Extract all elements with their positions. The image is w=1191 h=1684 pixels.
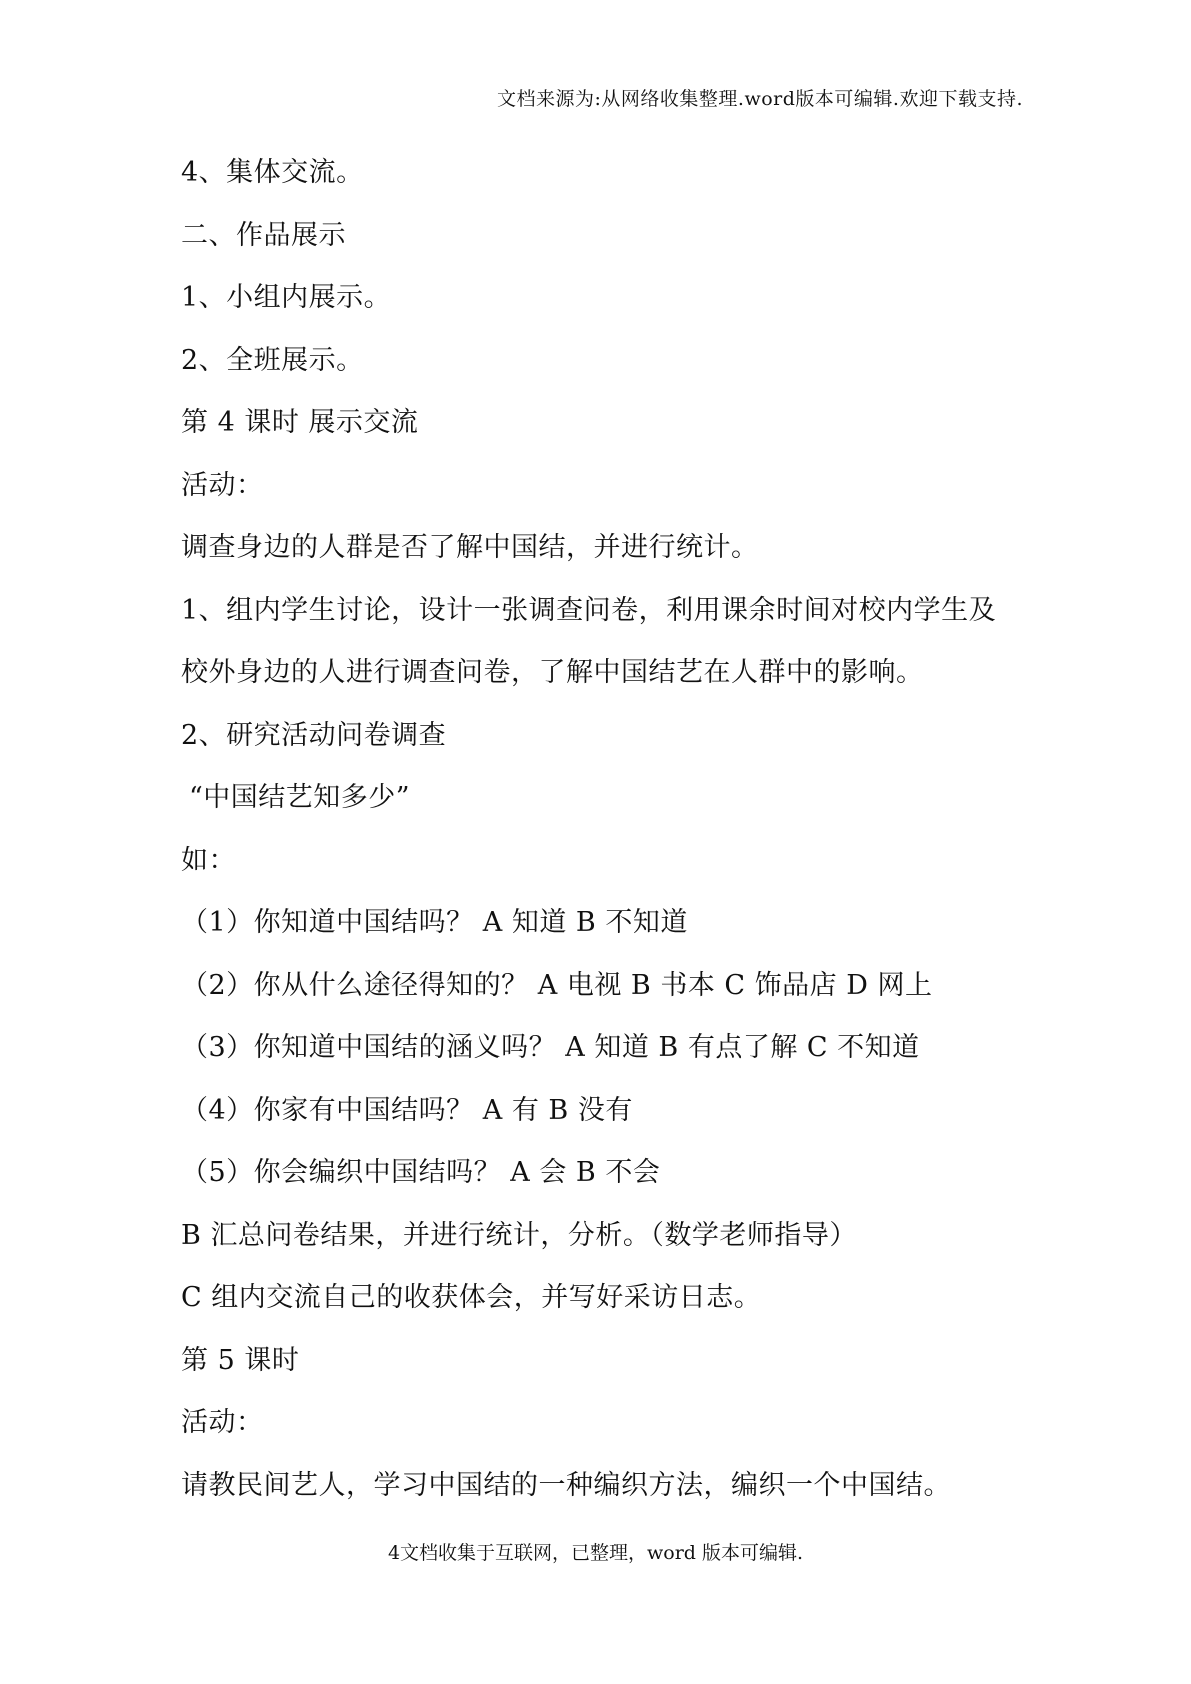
document-body <box>181 142 1041 1517</box>
section-heading: 二、作品展示 <box>181 219 346 251</box>
lesson-heading: 第 5 课时 <box>181 1344 300 1376</box>
text-line: 如： <box>181 844 236 876</box>
text-line: 请教民间艺人，学习中国结的一种编织方法，编织一个中国结。 <box>181 1469 951 1501</box>
survey-question: （3）你知道中国结的涵义吗？ A 知道 B 有点了解 C 不知道 <box>181 1032 920 1063</box>
text-line: 校外身边的人进行调查问卷，了解中国结艺在人群中的影响。 <box>181 657 924 688</box>
text-line: 2、全班展示。 <box>181 344 364 376</box>
text-line: 1、小组内展示。 <box>181 282 392 313</box>
text-line: 4、集体交流。 <box>181 157 364 188</box>
survey-question: （5）你会编织中国结吗？ A 会 B 不会 <box>181 1157 661 1188</box>
survey-question: （1）你知道中国结吗？ A 知道 B 不知道 <box>181 907 688 938</box>
survey-question: （4）你家有中国结吗？ A 有 B 没有 <box>181 1094 633 1126</box>
text-line: 活动： <box>181 469 264 501</box>
survey-question: （2）你从什么途径得知的？ A 电视 B 书本 C 饰品店 D 网上 <box>181 969 933 1001</box>
text-line: B 汇总问卷结果，并进行统计，分析。（数学老师指导） <box>181 1219 857 1251</box>
page-footer: 4文档收集于互联网，已整理，word 版本可编辑. <box>387 1542 804 1564</box>
survey-title: “中国结艺知多少” <box>189 782 411 813</box>
page-header: 文档来源为:从网络收集整理.word版本可编辑.欢迎下载支持. <box>497 88 1023 110</box>
text-line: 活动： <box>181 1407 264 1438</box>
text-line: 调查身边的人群是否了解中国结，并进行统计。 <box>181 532 759 563</box>
text-line: 1、组内学生讨论，设计一张调查问卷，利用课余时间对校内学生及 <box>181 594 997 626</box>
text-line: 2、研究活动问卷调查 <box>181 719 447 751</box>
text-line: C 组内交流自己的收获体会，并写好采访日志。 <box>181 1282 762 1313</box>
lesson-heading: 第 4 课时 展示交流 <box>181 407 419 438</box>
